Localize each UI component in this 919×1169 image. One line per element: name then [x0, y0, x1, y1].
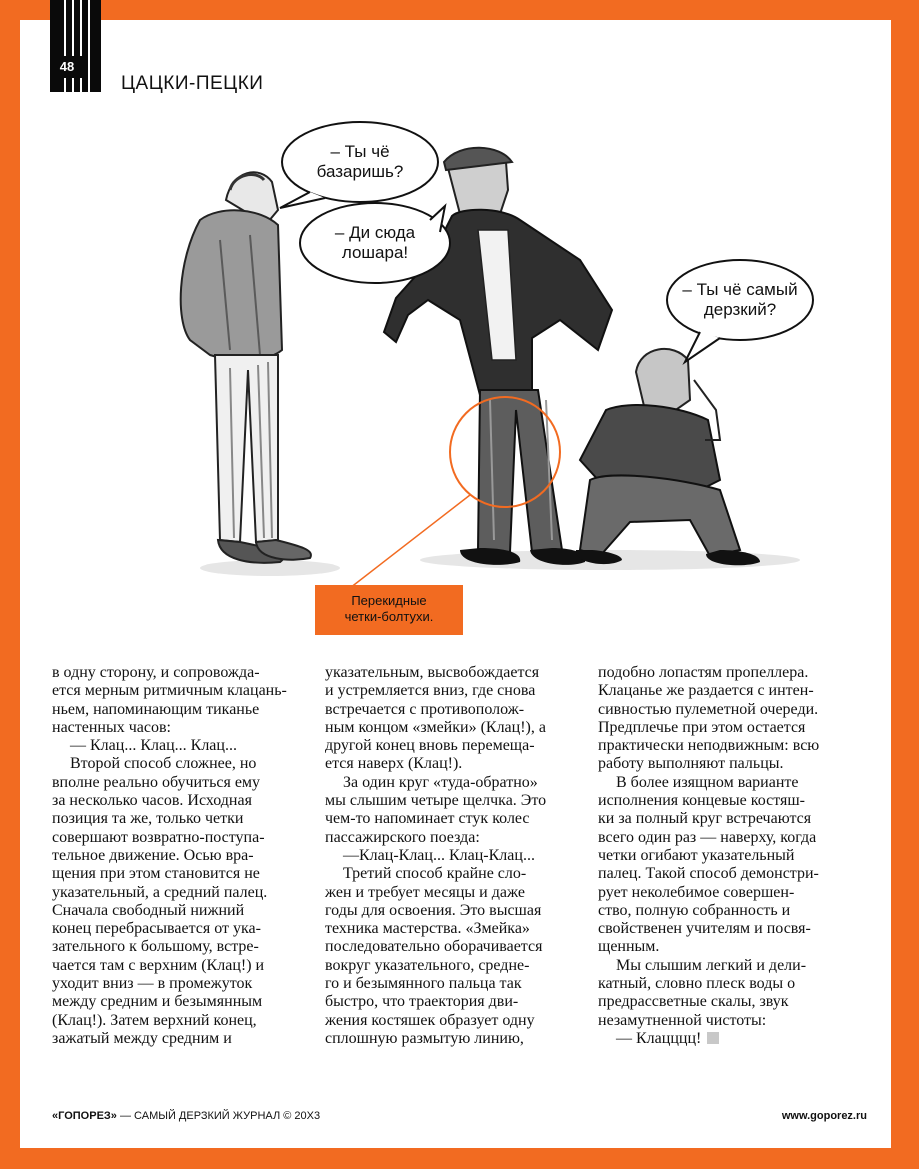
paragraph: в одну сторону, и сопровожда- ется мерным ритмичным клацань- ньем, напоминающим тиканье настенных часов:	[52, 664, 287, 736]
footer-url: www.goporez.ru	[781, 1110, 867, 1122]
article-column-3	[598, 664, 860, 1048]
paragraph: В более изящном варианте исполнения концевые костяш- ки за полный круг встречаются всего один раз — наверху, когда четки огибают указательный палец. Такой способ демонстри- рует неколебимое совершен- ство, полную собранность и свойственен учителям и посвя- щенным.	[598, 773, 819, 956]
tab-stripe	[80, 0, 82, 92]
paragraph: — Клацццц!	[598, 1030, 860, 1048]
magazine-tagline: — САМЫЙ ДЕРЗКИЙ ЖУРНАЛ © 20Х3	[116, 1110, 321, 1122]
paragraph: —Клац-Клац... Клац-Клац...	[343, 846, 535, 864]
tab-stripe	[88, 0, 90, 92]
article-column-1	[52, 664, 314, 1048]
paragraph: Третий способ крайне сло- жен и требует месяцы и даже годы для освоения. Это высшая техника мастерства. «Змейка» последовательно оборачивается вокруг указательного, средне- го и безымянного пальца так быстро, что траектория дви- жения костяшек образует одну сплошную размытую линию,	[325, 865, 543, 1047]
figure-right	[576, 349, 760, 565]
bubble-text-2: – Ди сюда лошара!	[334, 223, 416, 262]
footer-magazine	[52, 1110, 320, 1122]
paragraph: Второй способ сложнее, но вполне реально обучиться ему за несколько часов. Исходная позиция та же, только четки совершают возвратно-поступа- тельное движение. Осью вра- щения при этом становится не указательный, а средний палец. Сначала свободный нижний конец перебрасывается от ука- зательного к большому, встре- чается там с верхним (Клац!) и уходит вниз — в промежуток между средним и безымянным (Клац!). Затем верхний конец, зажатый между средним и	[52, 755, 268, 1047]
bubble-text-3: – Ты чё самый дерзкий?	[682, 280, 798, 319]
article-column-2	[325, 664, 587, 1048]
illustration	[160, 110, 820, 590]
end-mark-icon	[707, 1032, 719, 1044]
paragraph: — Клац... Клац... Клац...	[70, 737, 237, 755]
figure-left	[181, 172, 311, 562]
page-tab	[50, 0, 101, 92]
paragraph: Мы слышим легкий и дели- катный, словно плеск воды о предрассветные скалы, звук незамутненной чистоты:	[598, 956, 807, 1029]
illustration-caption	[315, 585, 463, 635]
magazine-name: «ГОПОРЕЗ»	[52, 1110, 117, 1122]
page-number: 48	[50, 56, 84, 78]
section-title: ЦАЦКИ-ПЕЦКИ	[121, 73, 264, 94]
tab-stripe	[64, 0, 66, 92]
paragraph: указательным, высвобождается и устремляется вниз, где снова встречается с противополож- ным концом «змейки» (Клац!), а другой конец вновь перемеща- ется наверх (Клац!).	[325, 664, 546, 773]
bubble-text-1: – Ты чё базаришь?	[316, 142, 404, 181]
caption-text: Перекидные четки-болтухи.	[344, 593, 434, 624]
paragraph: подобно лопастям пропеллера. Клацанье же раздается с интен- сивностью пулеметной очереди. Предплечье при этом остается практически неподвижным: всю работу выполняют пальцы.	[598, 664, 820, 773]
paragraph: За один круг «туда-обратно» мы слышим четыре щелчка. Это чем-то напоминает стук колес пассажирского поезда:	[325, 773, 547, 846]
callout-line	[350, 495, 470, 588]
tab-stripe	[72, 0, 74, 92]
